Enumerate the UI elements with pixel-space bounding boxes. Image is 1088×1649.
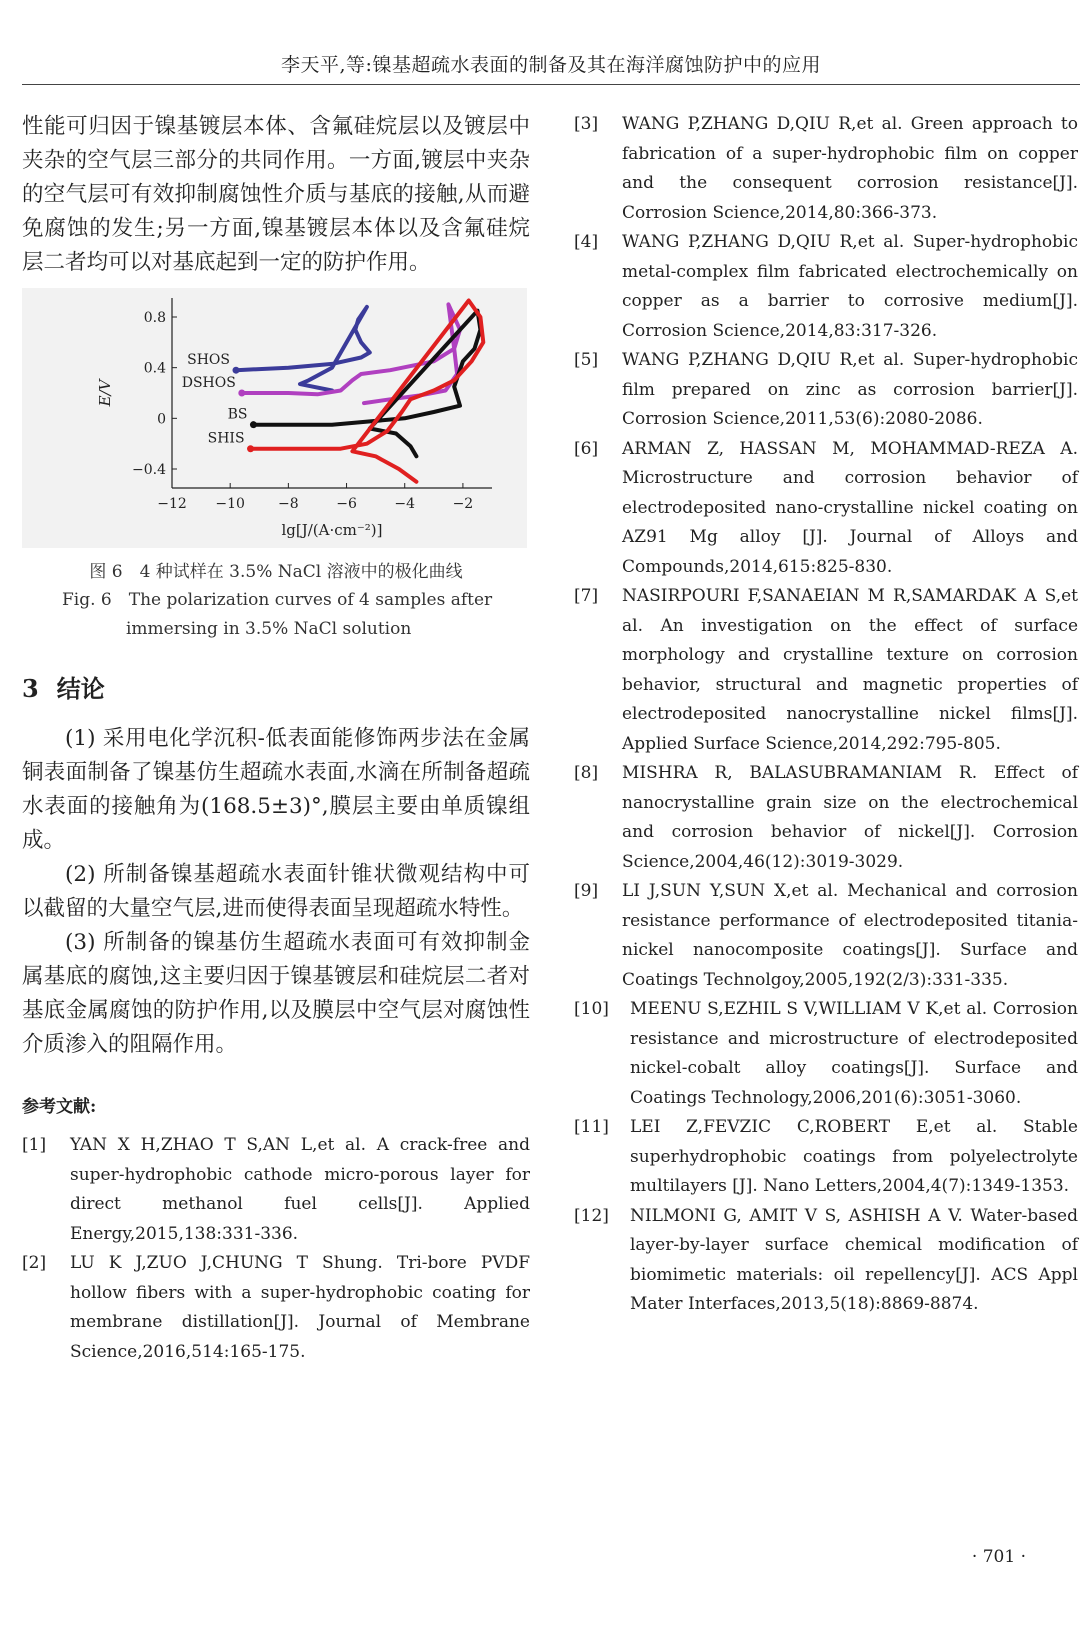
curve-shos <box>236 307 370 391</box>
reference-number: [12] <box>574 1205 609 1226</box>
reference-number: [11] <box>574 1117 609 1137</box>
reference-text: YAN X H,ZHAO T S,AN L,et al. A crack-free and super-hydrophobic cathode micro-porous layer for direct methanol fuel cells[J]. Applied Energy,2015,138:331-336. <box>70 1135 530 1244</box>
reference-text: LU K J,ZUO J,CHUNG T Shung. Tri-bore PVDF hollow fibers with a super-hydrophobic coating for membrane distillation[J]. Journal of Membrane Science,2016,514:165-175. <box>70 1253 530 1362</box>
reference-number: [7] <box>574 586 599 606</box>
y-axis-label: E/V <box>96 379 114 407</box>
figure-caption-en-line1: Fig. 6 The polarization curves of 4 samples after <box>62 590 493 610</box>
x-tick-label: −8 <box>278 496 299 512</box>
reference-item <box>574 1202 1078 1320</box>
x-tick-label: −10 <box>215 496 245 512</box>
reference-text: WANG P,ZHANG D,QIU R,et al. Super-hydrophobic metal-complex film fabricated electrochemically on copper as a barrier to corrosive medium[J]. Corrosion Science,2014,83:317-326. <box>622 232 1078 341</box>
reference-item <box>574 1113 1078 1202</box>
y-tick-label: 0.4 <box>143 360 166 377</box>
section-title: 结论 <box>56 674 105 703</box>
reference-number: [10] <box>574 999 609 1019</box>
reference-number: [6] <box>574 438 599 459</box>
series-label: SHIS <box>207 430 245 447</box>
x-tick-label: −12 <box>157 496 187 512</box>
series-label: DSHOS <box>181 375 236 391</box>
figure-caption-cn: 图 6 4 种试样在 3.5% NaCl 溶液中的极化曲线 <box>89 562 463 582</box>
curve-start-marker <box>238 390 245 397</box>
polarization-figure <box>22 288 527 548</box>
y-tick-label: 0.8 <box>143 310 166 326</box>
reference-text: NILMONI G, AMIT V S, ASHISH A V. Water-based layer-by-layer surface chemical modification of biomimetic materials: oil repellency[J]. ACS Appl Mater Interfaces,2013,5(18):8869-8874. <box>630 1205 1078 1314</box>
reference-text: NASIRPOURI F,SANAEIAN M R,SAMARDAK A S,et al. An investigation on the effect of surface morphology and crystalline texture on corrosion behavior, structural and magnetic properties of electrodeposited nanocrystalline nickel films[J]. Applied Surface Science,2014,292:795-805. <box>622 586 1078 754</box>
reference-item <box>574 346 1078 435</box>
x-axis-label: lg[J/(A·cm⁻²)] <box>281 521 383 539</box>
right-column <box>574 110 1078 1320</box>
x-tick-label: −4 <box>394 496 416 512</box>
reference-item <box>574 995 1078 1113</box>
reference-number: [8] <box>574 763 599 783</box>
reference-number: [5] <box>574 350 599 370</box>
page-number: · 701 · <box>971 1547 1026 1567</box>
reference-item <box>22 1131 530 1249</box>
reference-text: LEI Z,FEVZIC C,ROBERT E,et al. Stable superhydrophobic coatings from polyelectrolyte multilayers [J]. Nano Letters,2004,4(7):1349-1353. <box>630 1117 1078 1196</box>
x-tick-label: −2 <box>452 496 474 512</box>
x-tick-label: −6 <box>336 496 357 512</box>
intro-paragraph: 性能可归因于镍基镀层本体、含氟硅烷层以及镀层中夹杂的空气层三部分的共同作用。一方面,镀层中夹杂的空气层可有效抑制腐蚀性介质与基底的接触,从而避免腐蚀的发生;另一方面,镍基镀层本体以及含氟硅烷层二者均可以对基底起到一定的防护作用。 <box>22 114 530 275</box>
running-header <box>22 50 1080 85</box>
references-heading: 参考文献: <box>22 1097 97 1117</box>
conclusion-item: (1) 采用电化学沉积-低表面能修饰两步法在金属铜表面制备了镍基仿生超疏水表面,水滴在所制备超疏水表面的接触角为(168.5±3)°,膜层主要由单质镍组成。 <box>22 726 530 853</box>
section-heading <box>22 672 530 706</box>
left-column <box>22 110 530 1367</box>
header-title: 李天平,等:镍基超疏水表面的制备及其在海洋腐蚀防护中的应用 <box>281 54 821 76</box>
series-label: SHOS <box>187 352 230 369</box>
reference-text: ARMAN Z, HASSAN M, MOHAMMAD-REZA A. Microstructure and corrosion behavior of electrodeposited nano-crystalline nickel coating on AZ91 Mg alloy [J]. Journal of Alloys and Compounds,2014,615:825-830. <box>622 438 1078 577</box>
conclusion-item: (3) 所制备的镍基仿生超疏水表面可有效抑制金属基底的腐蚀,这主要归因于镍基镀层和硅烷层二者对基底金属腐蚀的防护作用,以及膜层中空气层对腐蚀性介质渗入的阻隔作用。 <box>22 930 530 1057</box>
polarization-chart <box>22 288 527 548</box>
reference-text: MISHRA R, BALASUBRAMANIAM R. Effect of nanocrystalline grain size on the electrochemical and corrosion behavior of nickel[J]. Corrosion Science,2004,46(12):3019-3029. <box>622 763 1078 872</box>
y-tick-label: 0 <box>157 411 166 428</box>
reference-number: [4] <box>574 232 599 252</box>
curve-start-marker <box>250 421 257 428</box>
curve-start-marker <box>247 445 254 452</box>
reference-item <box>22 1249 530 1367</box>
figure-caption-en <box>22 586 530 644</box>
conclusion-item: (2) 所制备镍基超疏水表面针锥状微观结构中可以截留的大量空气层,进而使得表面呈现超疏水特性。 <box>22 862 530 921</box>
reference-item <box>574 759 1078 877</box>
reference-number: [3] <box>574 114 599 134</box>
reference-text: WANG P,ZHANG D,QIU R,et al. Super-hydrophobic film prepared on zinc as corrosion barrier[J]. Corrosion Science,2011,53(6):2080-2086. <box>622 350 1078 429</box>
figure-caption-en-line2: immersing in 3.5% NaCl solution <box>126 619 412 639</box>
reference-text: WANG P,ZHANG D,QIU R,et al. Green approach to fabrication of a super-hydrophobic film on copper and the consequent corrosion resistance[J]. Corrosion Science,2014,80:366-373. <box>622 114 1078 223</box>
reference-text: MEENU S,EZHIL S V,WILLIAM V K,et al. Corrosion resistance and microstructure of electrodeposited nickel-cobalt alloy coatings[J]. Surface and Coatings Technology,2006,201(6):3051-3060. <box>630 999 1078 1108</box>
series-label: BS <box>227 406 248 423</box>
curve-start-marker <box>233 367 240 374</box>
section-number: 3 <box>22 674 39 703</box>
reference-item <box>574 435 1078 583</box>
reference-item <box>574 582 1078 759</box>
reference-number: [2] <box>22 1253 47 1273</box>
reference-number: [1] <box>22 1135 47 1155</box>
y-tick-label: −0.4 <box>132 462 166 478</box>
reference-item <box>574 228 1078 346</box>
reference-item <box>574 110 1078 228</box>
reference-number: [9] <box>574 881 599 901</box>
reference-text: LI J,SUN Y,SUN X,et al. Mechanical and corrosion resistance performance of electrodeposited titania-nickel nanocomposite coatings[J]. Surface and Coatings Technolgoy,2005,192(2/3):331-335. <box>622 881 1078 990</box>
reference-item <box>574 877 1078 995</box>
